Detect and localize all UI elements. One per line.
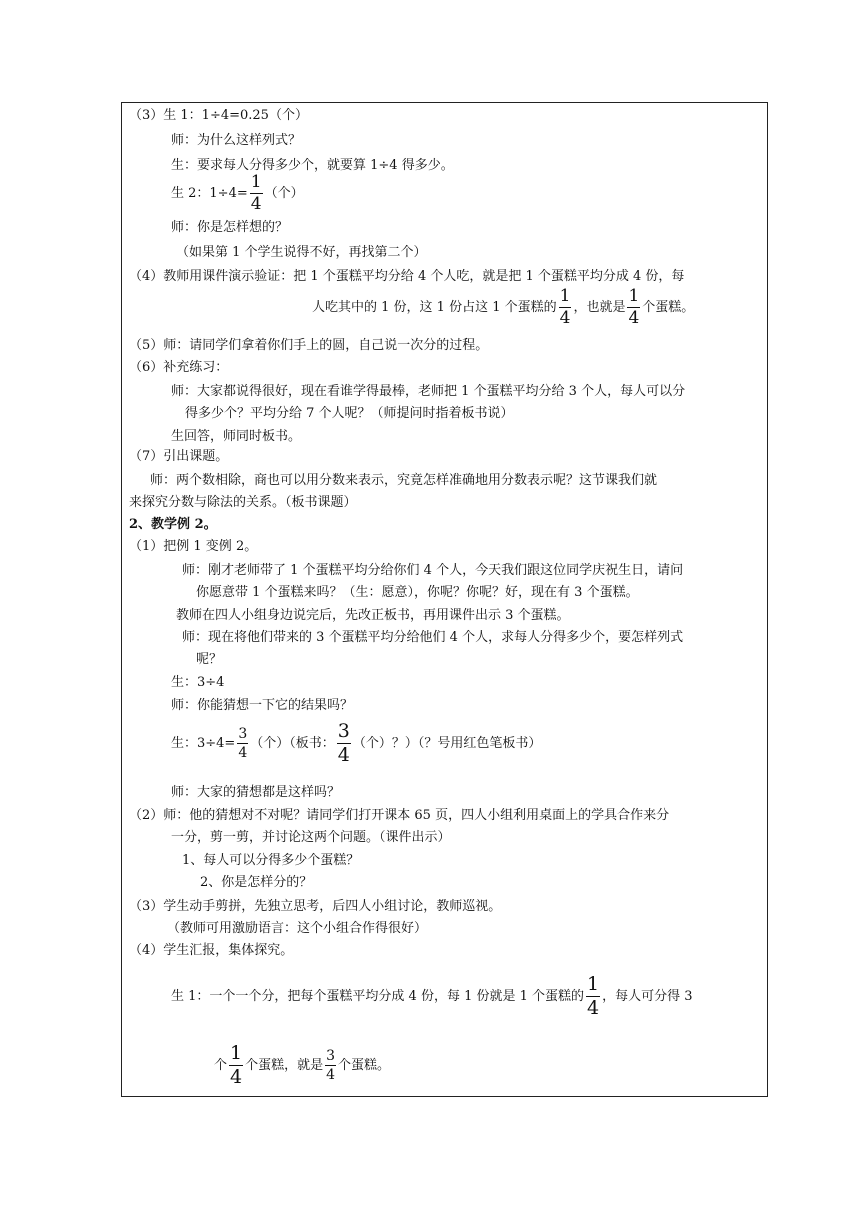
step7-line3: 来探究分数与除法的关系。（板书课题） — [129, 495, 357, 510]
step4-line2-text-a: 人吃其中的 1 份，这 1 份占这 1 个蛋糕的 — [312, 300, 557, 315]
fraction-denominator: 4 — [337, 744, 350, 766]
fraction-three-quarters — [325, 1049, 336, 1082]
fraction-denominator: 4 — [250, 194, 262, 214]
fraction-denominator: 4 — [559, 308, 571, 328]
step7-line2: 师：两个数相除，商也可以用分数来表示，究竟怎样准确地用分数表示呢？这节课我们就 — [150, 473, 658, 488]
step3-line1: （3）生 1：1÷4=0.25（个） — [129, 108, 308, 123]
step5-line: （5）师：请同学们拿着你们手上的圆，自己说一次分的过程。 — [129, 338, 489, 353]
step3-line4-suffix: （个） — [264, 186, 304, 201]
ex2-4-line3 — [214, 1044, 390, 1087]
ex2-2-question2: 2、你是怎样分的？ — [200, 875, 313, 890]
fraction-numerator: 1 — [250, 172, 262, 192]
fraction-three-quarters — [237, 727, 248, 760]
step6-line1: （6）补充练习： — [129, 360, 229, 375]
fraction-denominator: 4 — [238, 745, 248, 761]
ex2-2-line2: 一分，剪一剪，并讨论这两个问题。（课件出示） — [171, 830, 451, 845]
step3-line4-prefix: 生 2：1÷4= — [171, 186, 248, 201]
fraction-denominator: 4 — [587, 997, 600, 1019]
fraction-numerator: 1 — [628, 286, 640, 306]
fraction-numerator: 1 — [587, 973, 600, 995]
step3-line4 — [171, 174, 304, 213]
ex2-4-line3-text-c: 个蛋糕。 — [338, 1058, 391, 1073]
fraction-one-quarter-large — [586, 975, 600, 1018]
fraction-one-quarter — [627, 288, 640, 327]
section-heading: 2、教学例 2。 — [129, 517, 217, 532]
step4-line2-text-b: ，也就是 — [573, 300, 626, 315]
step3-line6: （如果第 1 个学生说得不好，再找第二个） — [176, 245, 427, 260]
ex2-4-line2-text-a: 生 1：一个一个分，把每个蛋糕平均分成 4 份，每 1 份就是 1 个蛋糕的 — [171, 989, 585, 1004]
ex2-4-line3-text-b: 个蛋糕，就是 — [245, 1058, 324, 1073]
ex2-1-line4: 教师在四人小组身边说完后，先改正板书，再用课件出示 3 个蛋糕。 — [176, 608, 570, 623]
ex2-1-line9 — [171, 722, 541, 765]
step3-line5: 师：你是怎样想的？ — [171, 220, 289, 235]
fraction-denominator: 4 — [326, 1067, 336, 1083]
fraction-numerator: 1 — [230, 1042, 243, 1064]
step4-line2 — [312, 288, 694, 327]
step6-line2: 师：大家都说得很好，现在看谁学得最棒，老师把 1 个蛋糕平均分给 3 个人，每人可以分 — [171, 384, 686, 399]
ex2-4-line2 — [171, 975, 693, 1018]
ex2-4-line2-text-b: ，每人可分得 3 — [602, 989, 693, 1004]
ex2-1-line8: 师：你能猜想一下它的结果吗？ — [171, 698, 354, 713]
step3-line2: 师：为什么这样列式？ — [171, 133, 302, 148]
ex2-2-line1: （2）师：他的猜想对不对呢？请同学们打开课本 65 页，四人小组利用桌面上的学具合作来分 — [129, 808, 670, 823]
step4-line1: （4）教师用课件演示验证：把 1 个蛋糕平均分给 4 个人吃，就是把 1 个蛋糕平均分成 4 份，每 — [129, 269, 685, 284]
ex2-1-line1: （1）把例 1 变例 2。 — [129, 539, 258, 554]
step6-line3: 得多少个？平均分给 7 个人呢？（师提问时指着板书说） — [185, 406, 514, 421]
step3-line3: 生：要求每人分得多少个，就要算 1÷4 得多少。 — [171, 158, 454, 173]
fraction-numerator: 3 — [326, 1048, 336, 1064]
fraction-numerator: 1 — [559, 286, 571, 306]
ex2-1-line2: 师：刚才老师带了 1 个蛋糕平均分给你们 4 个人，今天我们跟这位同学庆祝生日，请问 — [182, 563, 684, 578]
step7-line1: （7）引出课题。 — [129, 449, 229, 464]
ex2-1-line9-text-b: （个）（板书： — [250, 736, 335, 751]
ex2-1-line6: 呢？ — [196, 652, 223, 667]
fraction-one-quarter — [250, 174, 263, 213]
fraction-one-quarter-large — [229, 1044, 243, 1087]
ex2-1-line9-text-c: （个）？）（？号用红色笔板书） — [352, 736, 542, 751]
ex2-3-line2: （教师可用激励语言：这个小组合作得很好） — [167, 921, 428, 936]
ex2-1-line10: 师：大家的猜想都是这样吗？ — [171, 785, 341, 800]
fraction-three-quarters-large — [337, 722, 351, 765]
ex2-1-line5: 师：现在将他们带来的 3 个蛋糕平均分给他们 4 个人，求每人分得多少个，要怎样列式 — [182, 630, 684, 645]
step6-line4: 生回答，师同时板书。 — [171, 429, 302, 444]
fraction-denominator: 4 — [230, 1066, 243, 1088]
ex2-1-line7: 生：3÷4 — [171, 675, 225, 690]
ex2-4-line3-text-a: 个 — [214, 1058, 228, 1073]
fraction-denominator: 4 — [628, 308, 640, 328]
fraction-numerator: 3 — [337, 720, 350, 742]
ex2-4-line1: （4）学生汇报，集体探究。 — [129, 943, 294, 958]
ex2-1-line9-text-a: 生：3÷4= — [171, 736, 236, 751]
ex2-1-line3: 你愿意带 1 个蛋糕来吗？（生：愿意），你呢？你呢？好，现在有 3 个蛋糕。 — [196, 585, 639, 600]
ex2-3-line1: （3）学生动手剪拼，先独立思考，后四人小组讨论，教师巡视。 — [129, 899, 502, 914]
ex2-2-question1: 1、每人可以分得多少个蛋糕？ — [182, 853, 360, 868]
fraction-one-quarter — [559, 288, 572, 327]
fraction-numerator: 3 — [238, 726, 248, 742]
step4-line2-text-c: 个蛋糕。 — [642, 300, 695, 315]
